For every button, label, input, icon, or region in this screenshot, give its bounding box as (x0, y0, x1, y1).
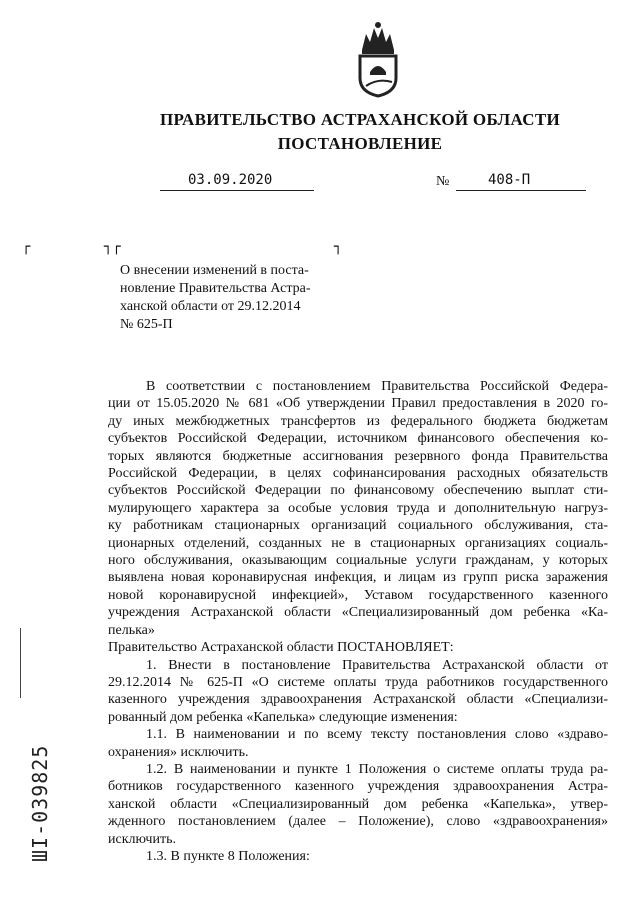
body-line: В соответствии с постановлением Правительства Российской Федера- (146, 379, 608, 394)
body-line: ку работникам стационарных организаций социального обслуживания, ста- (108, 518, 608, 534)
body-line: 1.3. В пункте 8 Положения: (146, 848, 310, 864)
body-line: 29.12.2014 № 625-П «О системе оплаты труда работников государственного (108, 674, 608, 690)
body-line: 1.2. В наименовании и пункте 1 Положения о системе оплаты труда ра- (146, 761, 608, 777)
number-label: № (436, 174, 450, 189)
document-body (108, 378, 608, 865)
body-line: субъектов Российской Федерации по финансовому обеспечению выплат сти- (108, 483, 608, 499)
body-line: учреждения Астраханской области «Специализированный дом ребенка «Ка- (108, 605, 608, 621)
body-line: 1. Внести в постановление Правительства Астраханской области от (146, 657, 608, 673)
subject-line: ханской области от 29.12.2014 (120, 299, 301, 314)
body-line: выявлена новая коронавирусная инфекция, и лицам из групп риска заражения (108, 570, 608, 586)
body-line: охранения» исключить. (108, 744, 249, 760)
body-line: 1.1. В наименовании и по всему тексту постановления слово «здраво- (146, 727, 608, 743)
body-line: Российской Федерации, в целях софинансирования расходных обязательств (108, 466, 608, 482)
subject-bracket-right: ┐ (334, 239, 343, 255)
number-underline (456, 190, 586, 191)
body-line: пелька» (108, 622, 155, 638)
coat-of-arms-emblem (352, 20, 404, 98)
subject-line: новление Правительства Астра- (120, 281, 311, 296)
margin-mark (20, 628, 21, 698)
subject-line: № 625-П (120, 317, 173, 332)
date-underline (160, 190, 314, 191)
body-line: ции от 15.05.2020 № 681 «Об утверждении Правил предоставления в 2020 го- (108, 396, 608, 412)
subject-line: О внесении изменений в поста- (120, 263, 309, 278)
body-line: ду иных межбюджетных трансфертов из федерального бюджета бюджетам (108, 413, 608, 429)
form-serial-number: ШI-039825 (28, 744, 52, 862)
body-line: Правительство Астраханской области ПОСТАНОВЛЯЕТ: (108, 640, 454, 656)
body-line: субъектов Российской Федерации, источником финансового обеспечения ко- (108, 431, 608, 447)
document-subject (120, 262, 350, 334)
document-date: 03.09.2020 (188, 172, 273, 188)
body-line: торых являются бюджетные ассигнования резервного фонда Правительства (108, 448, 608, 464)
body-line: казенного учреждения здравоохранения Астраханской области «Специализи- (108, 692, 608, 708)
government-title: ПРАВИТЕЛЬСТВО АСТРАХАНСКОЙ ОБЛАСТИ (160, 110, 560, 129)
body-line: жденного постановлением (далее – Положение), слово «здравоохранения» (108, 814, 608, 830)
body-line: мулирующего характера за особые условия труда и дополнительную нагруз- (108, 500, 608, 516)
document-type-title: ПОСТАНОВЛЕНИЕ (277, 134, 443, 153)
body-line: ботников государственного казенного учреждения здравоохранения Астра- (108, 779, 608, 795)
body-line: ханской области «Специализированный дом ребенка «Капелька», утвер- (108, 796, 608, 812)
left-margin-bracket: ┌ (22, 239, 31, 255)
body-line: исключить. (108, 831, 176, 847)
subject-bracket-left: ┐┌ (104, 239, 121, 255)
body-line: ционарных отделений, созданных не в стационарных организациях социаль- (108, 535, 608, 551)
body-line: ного обслуживания, оказывающим социальные услуги гражданам, у которых (108, 553, 608, 569)
body-line: рованный дом ребенка «Капелька» следующие изменения: (108, 709, 458, 725)
body-line: новой коронавирусной инфекцией», Уставом государственного казенного (108, 587, 608, 603)
document-number: 408-П (488, 172, 531, 188)
